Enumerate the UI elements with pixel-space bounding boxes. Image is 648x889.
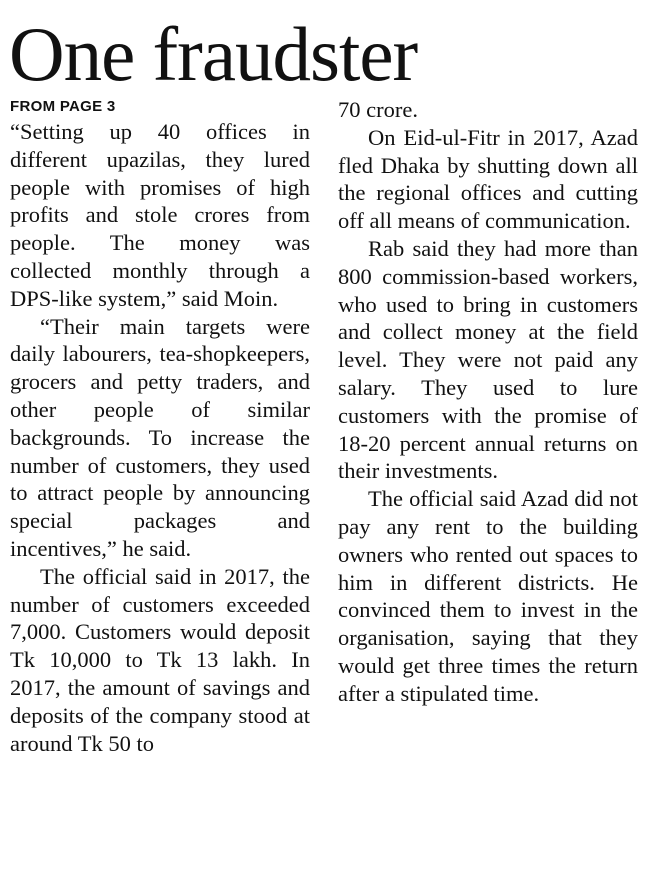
article-paragraph: On Eid-ul-Fitr in 2017, Azad fled Dhaka by shutting down all the regional offices and cutting off all means of communication.	[338, 124, 638, 234]
article-paragraph: The official said in 2017, the number of customers exceeded 7,000. Customers would deposit Tk 10,000 to Tk 13 lakh. In 2017, the amount of savings and deposits of the company stood at around Tk 50 to	[10, 563, 310, 756]
article-paragraph: “Their main targets were daily labourers, tea-shopkeepers, grocers and petty traders, and other people of similar backgrounds. To increase the number of customers, they used to attract people by announcing special packages and incentives,” he said.	[10, 313, 310, 561]
continued-from-label: FROM PAGE 3	[10, 98, 116, 115]
article-column-left	[10, 96, 310, 757]
article-paragraph: Rab said they had more than 800 commission-based workers, who used to bring in customers and collect money at the field level. They were not paid any salary. They used to lure customers with the promise of 18-20 percent annual returns on their investments.	[338, 235, 638, 484]
headline: One fraudster	[9, 11, 418, 97]
article-paragraph: “Setting up 40 offices in different upazilas, they lured people with promises of high profits and stole crores from people. The money was collected monthly through a DPS-like system,” said Moin.	[10, 119, 310, 311]
article-paragraph: The official said Azad did not pay any rent to the building owners who rented out spaces to him in different districts. He convinced them to invest in the organisation, saying that they would get three times the return after a stipulated time.	[338, 486, 638, 706]
article-column-right	[338, 96, 638, 708]
article-paragraph: 70 crore.	[338, 97, 418, 122]
